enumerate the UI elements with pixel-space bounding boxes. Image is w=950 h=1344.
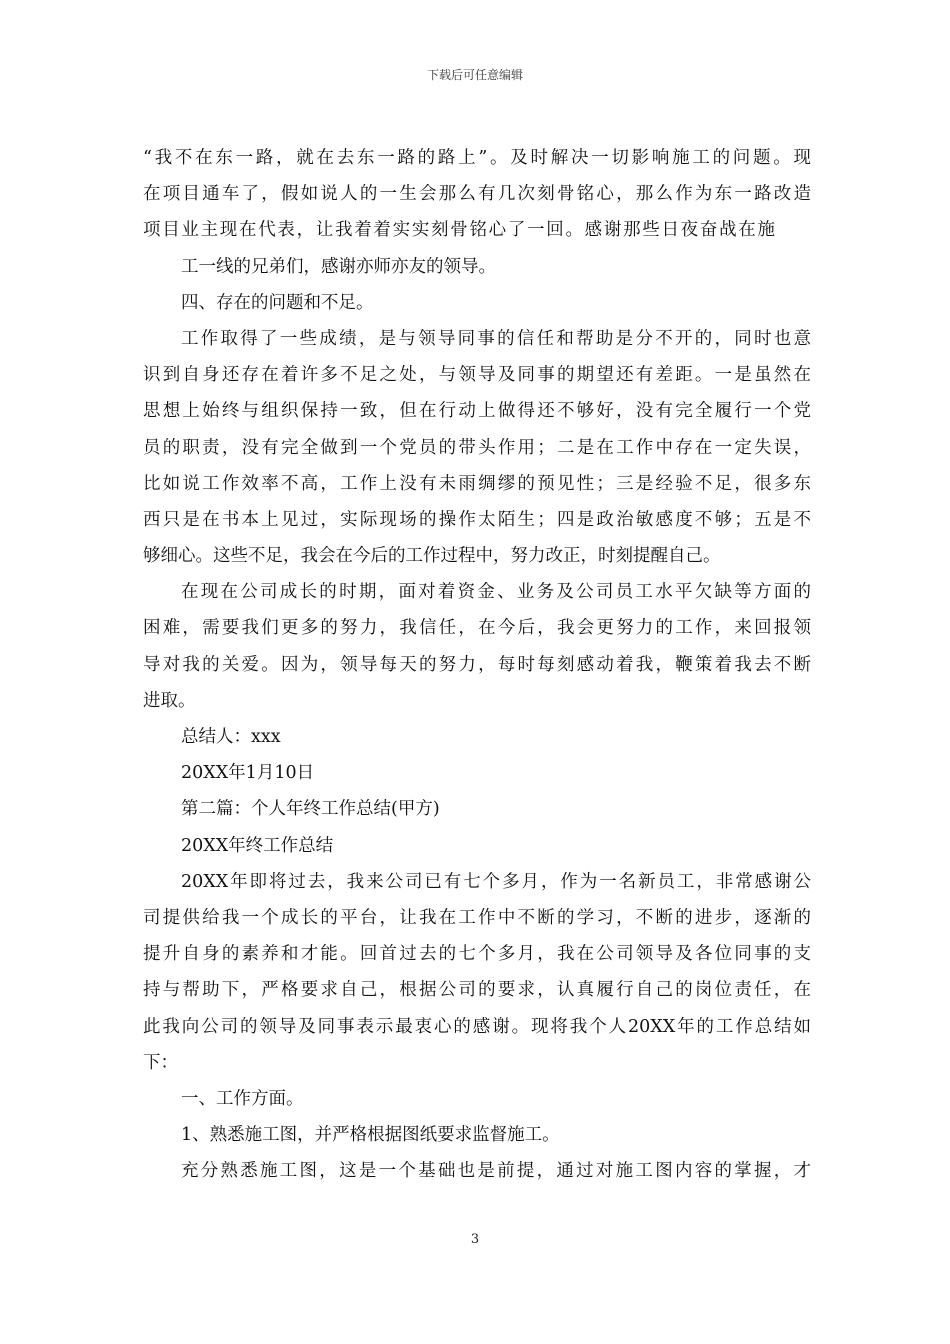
text-line: 识到自身还存在着许多不足之处，与领导及同事的期望还有差距。一是虽然在 bbox=[143, 365, 811, 386]
text-line: 提升自身的素养和才能。回首过去的七个多月，我在公司领导及各位同事的支 bbox=[143, 944, 811, 965]
section-heading: 一、工作方面。 bbox=[181, 1088, 304, 1109]
signature-line: 总结人：xxx bbox=[181, 727, 281, 747]
text-line: 下： bbox=[143, 1052, 178, 1073]
text-line: 项目业主现在代表，让我着着实实刻骨铭心了一回。感谢那些日夜奋战在施 bbox=[143, 220, 775, 241]
text-line: 导对我的关爱。因为，领导每天的努力，每时每刻感动着我，鞭策着我去不断 bbox=[143, 654, 811, 675]
page-number: 3 bbox=[470, 1232, 480, 1247]
text-line: “我不在东一路，就在去东一路的路上”。及时解决一切影响施工的问题。现 bbox=[143, 148, 811, 168]
text-line: 充分熟悉施工图，这是一个基础也是前提，通过对施工图内容的掌握，才 bbox=[181, 1161, 811, 1182]
section-heading: 四、存在的问题和不足。 bbox=[181, 292, 374, 313]
text-line: 进取。 bbox=[143, 690, 196, 711]
text-line: 西只是在书本上见过，实际现场的操作太陌生；四是政治敏感度不够；五是不 bbox=[143, 509, 811, 530]
text-line: 持与帮助下，严格要求自己，根据公司的要求，认真履行自己的岗位责任，在 bbox=[143, 980, 811, 1001]
subsection-heading: 1、熟悉施工图，并严格根据图纸要求监督施工。 bbox=[181, 1125, 560, 1146]
date-line: 20XX年1月10日 bbox=[181, 763, 315, 784]
text-line: 工一线的兄弟们，感谢亦师亦友的领导。 bbox=[181, 256, 496, 277]
page-header: 下载后可任意编辑 bbox=[426, 68, 523, 82]
text-line: 够细心。这些不足，我会在今后的工作过程中，努力改正，时刻提醒自己。 bbox=[143, 546, 721, 567]
document-body bbox=[143, 140, 811, 1189]
text-line: 在项目通车了，假如说人的一生会那么有几次刻骨铭心，那么作为东一路改造 bbox=[143, 184, 811, 205]
text-line: 员的职责，没有完全做到一个党员的带头作用；二是在工作中存在一定失误， bbox=[143, 437, 811, 458]
text-line: 思想上始终与组织保持一致，但在行动上做得还不够好，没有完全履行一个党 bbox=[143, 401, 811, 422]
chapter-title: 第二篇：个人年终工作总结(甲方) bbox=[181, 799, 440, 820]
text-line: 20XX年即将过去，我来公司已有七个多月，作为一名新员工，非常感谢公 bbox=[181, 871, 811, 892]
text-line: 此我向公司的领导及同事表示最衷心的感谢。现将我个人20XX年的工作总结如 bbox=[143, 1016, 811, 1037]
text-line: 比如说工作效率不高，工作上没有未雨绸缪的预见性；三是经验不足，很多东 bbox=[143, 473, 811, 494]
text-line: 司提供给我一个成长的平台，让我在工作中不断的学习，不断的进步，逐渐的 bbox=[143, 907, 811, 928]
text-line: 工作取得了一些成绩，是与领导同事的信任和帮助是分不开的，同时也意 bbox=[181, 328, 811, 349]
text-line: 在现在公司成长的时期，面对着资金、业务及公司员工水平欠缺等方面的 bbox=[181, 582, 811, 603]
subtitle: 20XX年终工作总结 bbox=[181, 835, 334, 856]
text-line: 困难，需要我们更多的努力，我信任，在今后，我会更努力的工作，来回报领 bbox=[143, 618, 811, 639]
